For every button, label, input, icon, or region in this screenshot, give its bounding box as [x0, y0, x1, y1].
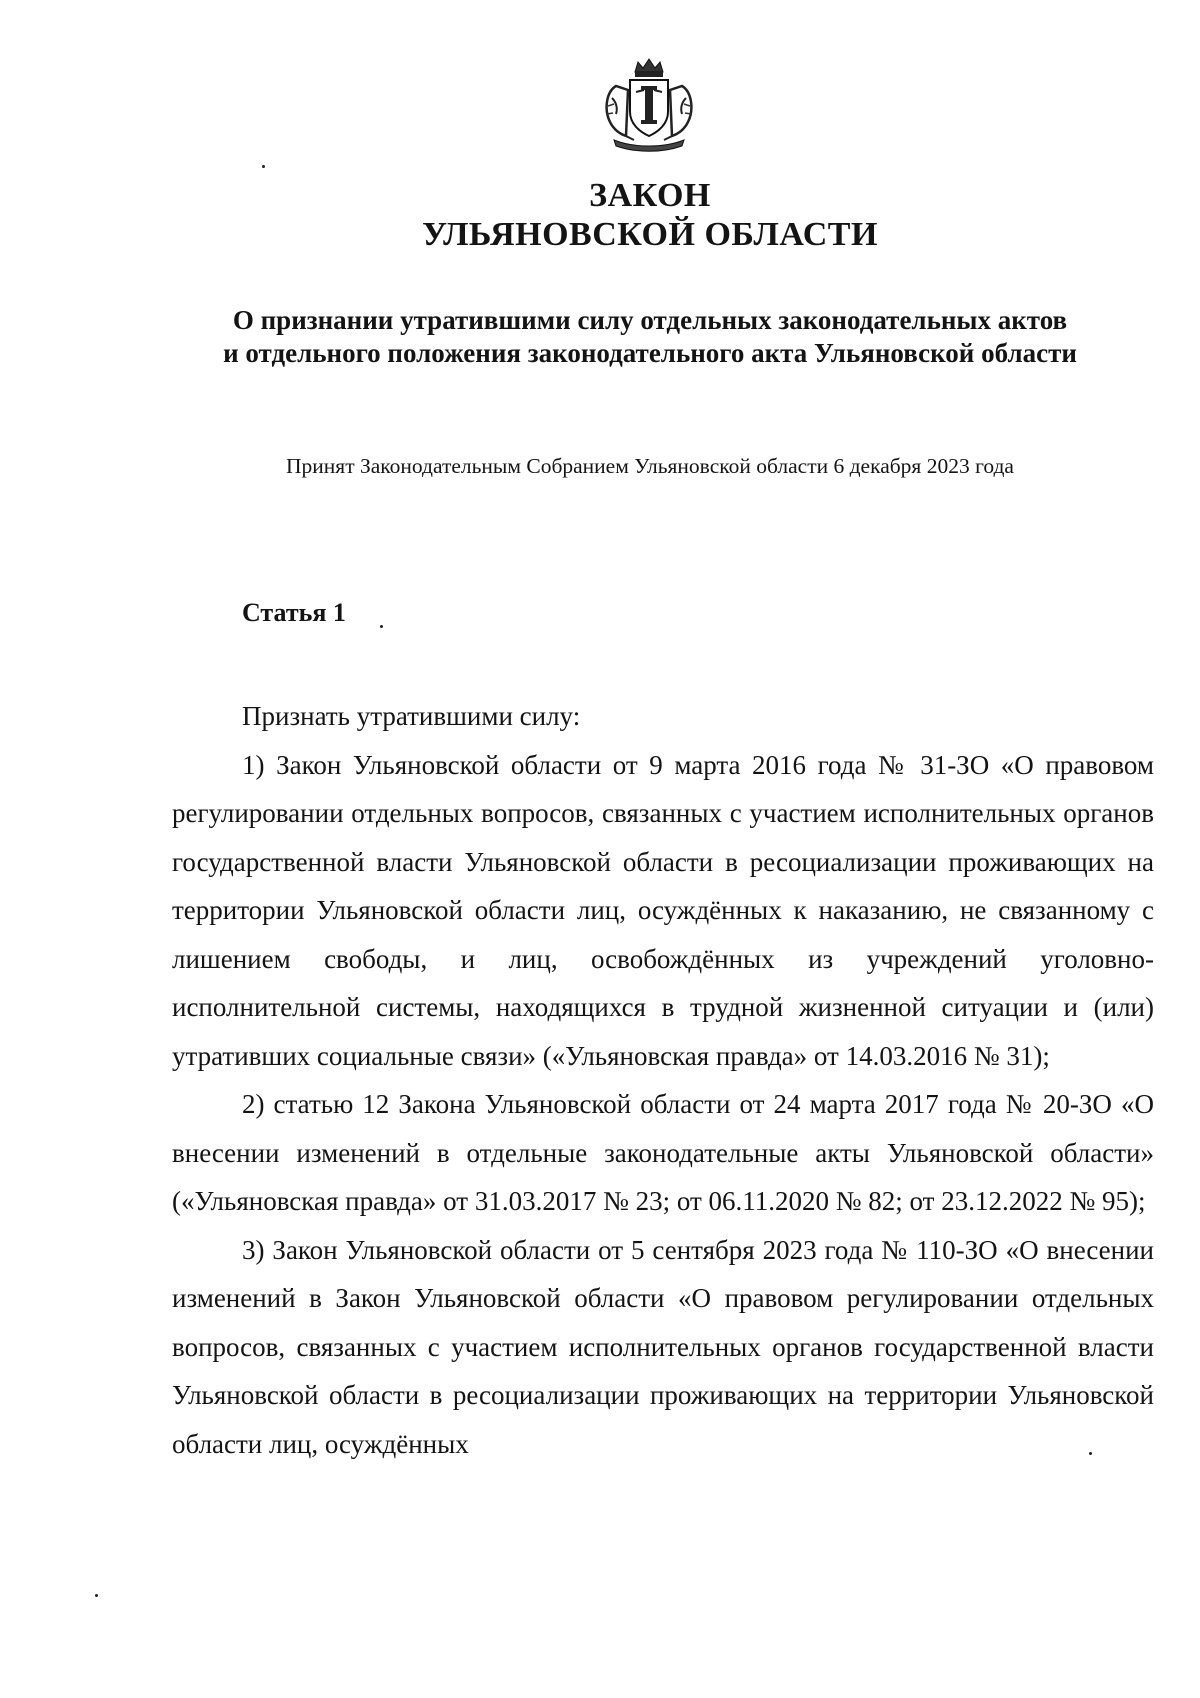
law-subject-line-2: и отдельного положения законодательного акта Ульяновской области [223, 338, 1077, 368]
law-subject [150, 304, 1150, 370]
article-body [172, 692, 1154, 1468]
article-heading: Статья 1 [242, 598, 346, 627]
law-title [0, 176, 1200, 254]
scan-speck [380, 625, 383, 628]
scan-speck [95, 1594, 98, 1597]
article-item-2: 2) статью 12 Закона Ульяновской области от 24 марта 2017 года № 20-ЗО «О внесении изменений в отдельные законодательные акты Ульяновской области» («Ульяновская правда» от 31.03.2017 № 23; от 06.11.2020 № 82; от 23.12.2022 № 95); [172, 1089, 1154, 1216]
law-subject-line-1: О признании утратившими силу отдельных законодательных актов [232, 305, 1068, 335]
adoption-note: Принят Законодательным Собранием Ульяновской области 6 декабря 2023 года [286, 454, 1014, 478]
coat-of-arms-icon [594, 56, 704, 156]
scan-speck [1089, 1452, 1092, 1455]
article-item-1: 1) Закон Ульяновской области от 9 марта 2016 года № 31-ЗО «О правовом регулировании отдельных вопросов, связанных с участием исполнительных органов государственной власти Ульяновской области в ресоциализации проживающих на территории Ульяновской области лиц, осуждённых к наказанию, не связанному с лишением свободы, и лиц, освобождённых из учреждений уголовно-исполнительной системы, находящихся в трудной жизненной ситуации и (или) утративших социальные связи» («Ульяновская правда» от 14.03.2016 № 31); [172, 749, 1154, 1071]
article-intro: Признать утратившими силу: [242, 701, 581, 731]
law-title-line-1: ЗАКОН [589, 177, 711, 214]
article-item-3: 3) Закон Ульяновской области от 5 сентября 2023 года № 110-ЗО «О внесении изменений в Закон Ульяновской области «О правовом регулировании отдельных вопросов, связанных с участием исполнительных органов государственной власти Ульяновской области в ресоциализации проживающих на территории Ульяновской области лиц, осуждённых [172, 1234, 1154, 1459]
scan-speck [262, 165, 265, 168]
law-title-line-2: УЛЬЯНОВСКОЙ ОБЛАСТИ [422, 216, 878, 253]
